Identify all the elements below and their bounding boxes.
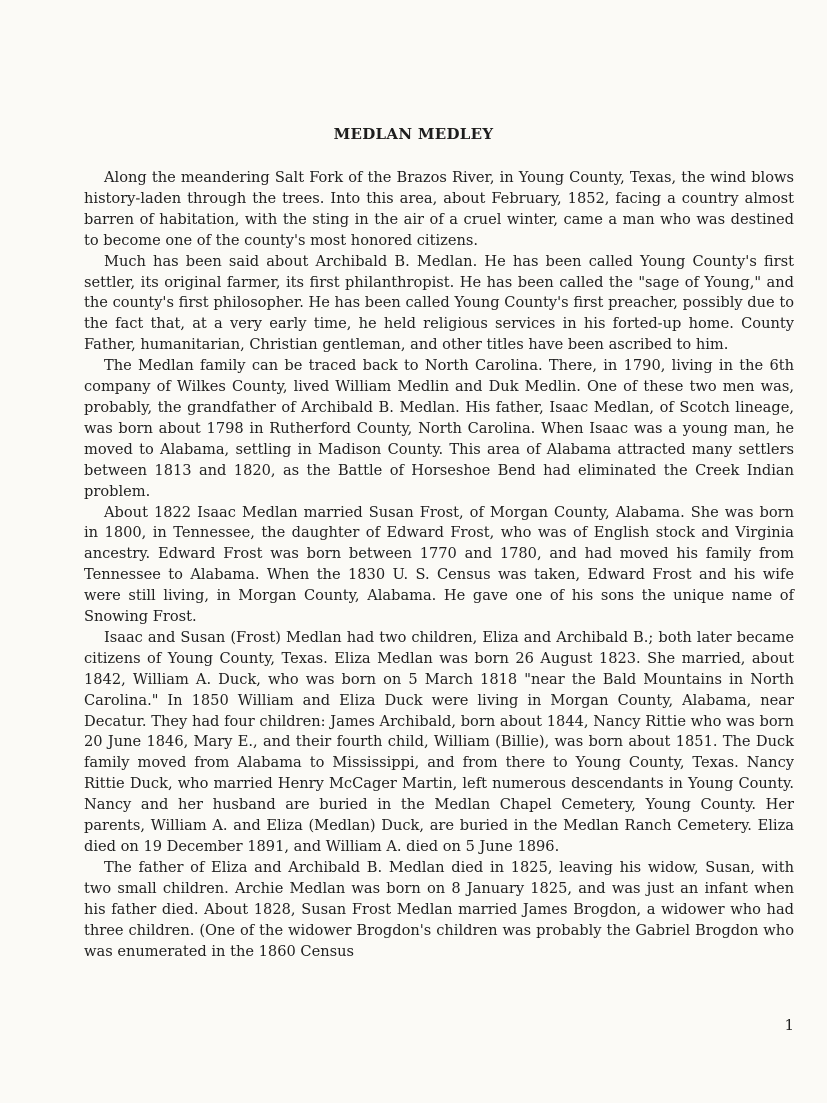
paragraph: Much has been said about Archibald B. Medlan. He has been called Young County's first settler, its original farmer, its first philanthropist. He has been called the "sage of Young," and the county's first philosopher. He has been called Young County's first preacher, possibly due to the fact that, at a very early time, he held religious services in his forted-up home. County Father, humanitarian, Christian gentleman, and other titles have been ascribed to him. bbox=[84, 252, 794, 354]
body-text bbox=[84, 168, 794, 962]
page-number: 1 bbox=[784, 1016, 794, 1034]
page-title: MEDLAN MEDLEY bbox=[333, 125, 494, 143]
paragraph: Isaac and Susan (Frost) Medlan had two children, Eliza and Archibald B.; both later became citizens of Young County, Texas. Eliza Medlan was born 26 August 1823. She married, about 1842, William A. Duck, who was born on 5 March 1818 "near the Bald Mountains in North Carolina." In 1850 William and Eliza Duck were living in Morgan County, Alabama, near Decatur. They had four children: James Archibald, born about 1844, Nancy Rittie who was born 20 June 1846, Mary E., and their fourth child, William (Billie), was born about 1851. The Duck family moved from Alabama to Mississippi, and from there to Young County, Texas. Nancy Rittie Duck, who married Henry McCager Martin, left numerous descendants in Young County. Nancy and her husband are buried in the Medlan Chapel Cemetery, Young County. Her parents, William A. and Eliza (Medlan) Duck, are buried in the Medlan Ranch Cemetery. Eliza died on 19 December 1891, and William A. died on 5 June 1896. bbox=[84, 628, 794, 855]
paragraph: The father of Eliza and Archibald B. Medlan died in 1825, leaving his widow, Susan, with two small children. Archie Medlan was born on 8 January 1825, and was just an infant when his father died. About 1828, Susan Frost Medlan married James Brogdon, a widower who had three children. (One of the widower Brogdon's children was probably the Gabriel Brogdon who was enumerated in the 1860 Census bbox=[84, 858, 794, 960]
paragraph: The Medlan family can be traced back to North Carolina. There, in 1790, living in the 6th company of Wilkes County, lived William Medlin and Duk Medlin. One of these two men was, probably, the grandfather of Archibald B. Medlan. His father, Isaac Medlan, of Scotch lineage, was born about 1798 in Rutherford County, North Carolina. When Isaac was a young man, he moved to Alabama, settling in Madison County. This area of Alabama attracted many settlers between 1813 and 1820, as the Battle of Horseshoe Bend had eliminated the Creek Indian problem. bbox=[84, 357, 794, 500]
paragraph: About 1822 Isaac Medlan married Susan Frost, of Morgan County, Alabama. She was born in 1800, in Tennessee, the daughter of Edward Frost, who was of English stock and Virginia ancestry. Edward Frost was born between 1770 and 1780, and had moved his family from Tennessee to Alabama. When the 1830 U. S. Census was taken, Edward Frost and his wife were still living, in Morgan County, Alabama. He gave one of his sons the unique name of Snowing Frost. bbox=[84, 503, 794, 626]
paragraph: Along the meandering Salt Fork of the Brazos River, in Young County, Texas, the wind blows history-laden through the trees. Into this area, about February, 1852, facing a country almost barren of habitation, with the sting in the air of a cruel winter, came a man who was destined to become one of the county's most honored citizens. bbox=[84, 169, 794, 249]
